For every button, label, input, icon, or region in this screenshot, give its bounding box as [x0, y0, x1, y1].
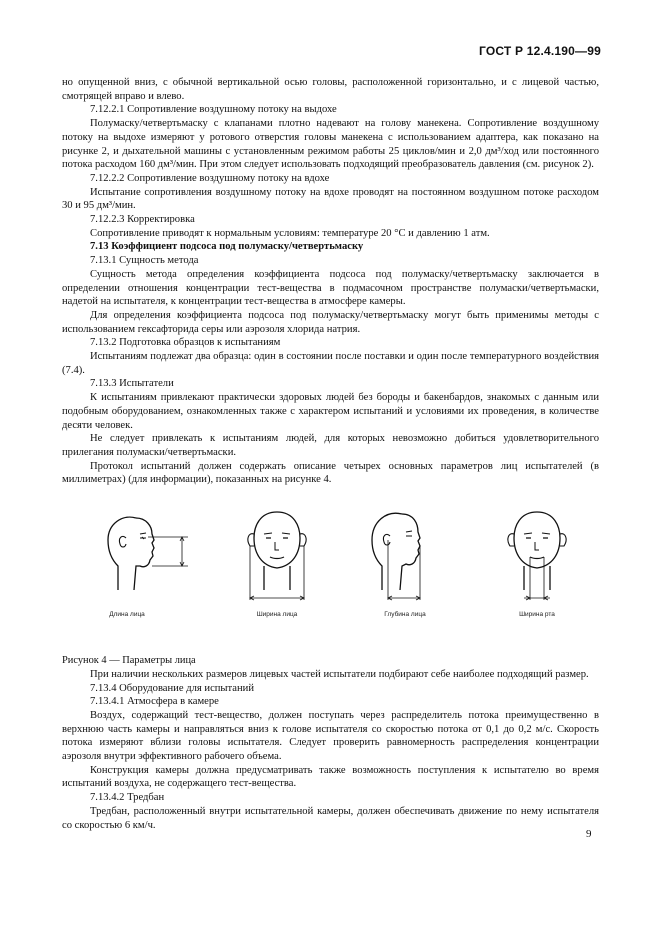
figure-label: Ширина лица: [256, 611, 298, 619]
body-paragraph: Протокол испытаний должен содержать описание четырех основных параметров лиц испытателей (в миллиметрах) (для информации), показанных на рисунке 4.: [62, 460, 599, 486]
body-paragraph: Не следует привлекать к испытаниям людей, для которых невозможно добиться удовлетворительного прилегания полумаски/четвертьмаски.: [62, 433, 599, 458]
section-heading: 7.13.2 Подготовка образцов к испытаниям: [90, 337, 281, 349]
head-profile-icon: [352, 500, 462, 605]
section-heading: 7.12.2.2 Сопротивление воздушному потоку на вдохе: [90, 172, 330, 184]
body-paragraph: но опущенной вниз, с обычной вертикальной осью головы, расположенной горизонтально, и с лицевой частью, смотрящей вправо и влево.: [62, 77, 599, 102]
body-paragraph: Испытание сопротивления воздушному потоку на вдохе проводят на постоянном воздушном потоке расходом 30 и 95 дм³/мин.: [62, 186, 599, 212]
section-heading: 7.12.2.1 Сопротивление воздушному потоку на выдохе: [90, 104, 337, 116]
section-heading-bold: 7.13 Коэффициент подсоса под полумаску/четвертьмаску: [90, 241, 364, 253]
face-width-diagram: [222, 500, 332, 619]
head-front-icon: [482, 500, 592, 605]
document-header: ГОСТ Р 12.4.190—99: [478, 44, 601, 58]
section-heading: 7.13.4 Оборудование для испытаний: [90, 682, 255, 694]
head-profile-icon: [92, 500, 202, 605]
head-front-icon: [222, 500, 332, 605]
body-paragraph: Воздух, содержащий тест-вещество, должен поступать через распределитель потока преимущественно в верхнюю часть камеры и направляться вниз к голове испытателя со скоростью потока от 0,1 до 0,2 м/с. Скорость потока измеряют вблизи головы испытателя. Следует проверить равномерность распределения концентрации аэрозоля внутри эффективного рабочего объема.: [62, 709, 599, 763]
body-paragraph: К испытаниям привлекают практически здоровых людей без бороды и бакенбардов, знакомых с данным или подобным оборудованием, ознакомленных также с характером испытаний и условиями их проведения, в количестве десяти человек.: [62, 392, 599, 431]
page-number: 9: [586, 828, 592, 840]
section-heading: 7.13.4.2 Тредбан: [90, 792, 165, 804]
body-paragraph: Сопротивление приводят к нормальным условиям: температуре 20 °С и давлению 1 атм.: [90, 227, 490, 239]
section-heading: 7.13.4.1 Атмосфера в камере: [90, 696, 219, 708]
figure-caption: Рисунок 4 — Параметры лица: [62, 655, 196, 667]
body-paragraph: Испытаниям подлежат два образца: один в состоянии после поставки и один после температурного воздействия (7.4).: [62, 351, 599, 376]
face-length-diagram: [92, 500, 202, 619]
body-paragraph: При наличии нескольких размеров лицевых частей испытатели подбирают себе наиболее подходящий размер.: [90, 668, 589, 680]
mouth-width-diagram: [482, 500, 592, 619]
body-paragraph: Полумаску/четвертьмаску с клапанами плотно надевают на голову манекена. Сопротивление воздушному потоку на выдохе измеряют у ротового отверстия головы манекена с использованием адаптера, как показано на рисунке 2, и дыхательной машины с установленным режимом работы 25 циклов/мин и 2,0 дм³/ход или постоянного потока расходом 160 дм³/мин. При этом следует использовать подходящий преобразователь давления (см. рисунок 2).: [62, 118, 599, 171]
section-heading: 7.12.2.3 Корректировка: [90, 214, 195, 226]
figure-face-parameters: [62, 500, 599, 650]
section-heading: 7.13.1 Сущность метода: [90, 255, 199, 267]
body-paragraph: Тредбан, расположенный внутри испытательной камеры, должен обеспечивать движение по нему испытателя со скоростью 6 км/ч.: [62, 805, 599, 831]
body-paragraph: Сущность метода определения коэффициента подсоса под полумаску/четвертьмаску заключается в определении отношения концентрации тест-вещества в подмасочном пространстве полумаски/четвертьмаски, надетой на испытателя, к концентрации тест-вещества в атмосфере камеры.: [62, 268, 599, 308]
figure-label: Ширина рта: [519, 611, 555, 619]
figure-label: Глубина лица: [384, 611, 426, 619]
figure-label: Длина лица: [109, 611, 145, 619]
page-body: [62, 76, 599, 832]
body-paragraph: Для определения коэффициента подсоса под полумаску/четвертьмаску могут быть применимы методы с использованием гексафторида серы или аэрозоля хлорида натрия.: [62, 309, 599, 335]
face-depth-diagram: [352, 500, 462, 619]
body-paragraph: Конструкция камеры должна предусматривать также возможность поступления к испытателю во время испытаний воздуха, не содержащего тест-вещества.: [62, 764, 599, 790]
section-heading: 7.13.3 Испытатели: [90, 378, 174, 390]
